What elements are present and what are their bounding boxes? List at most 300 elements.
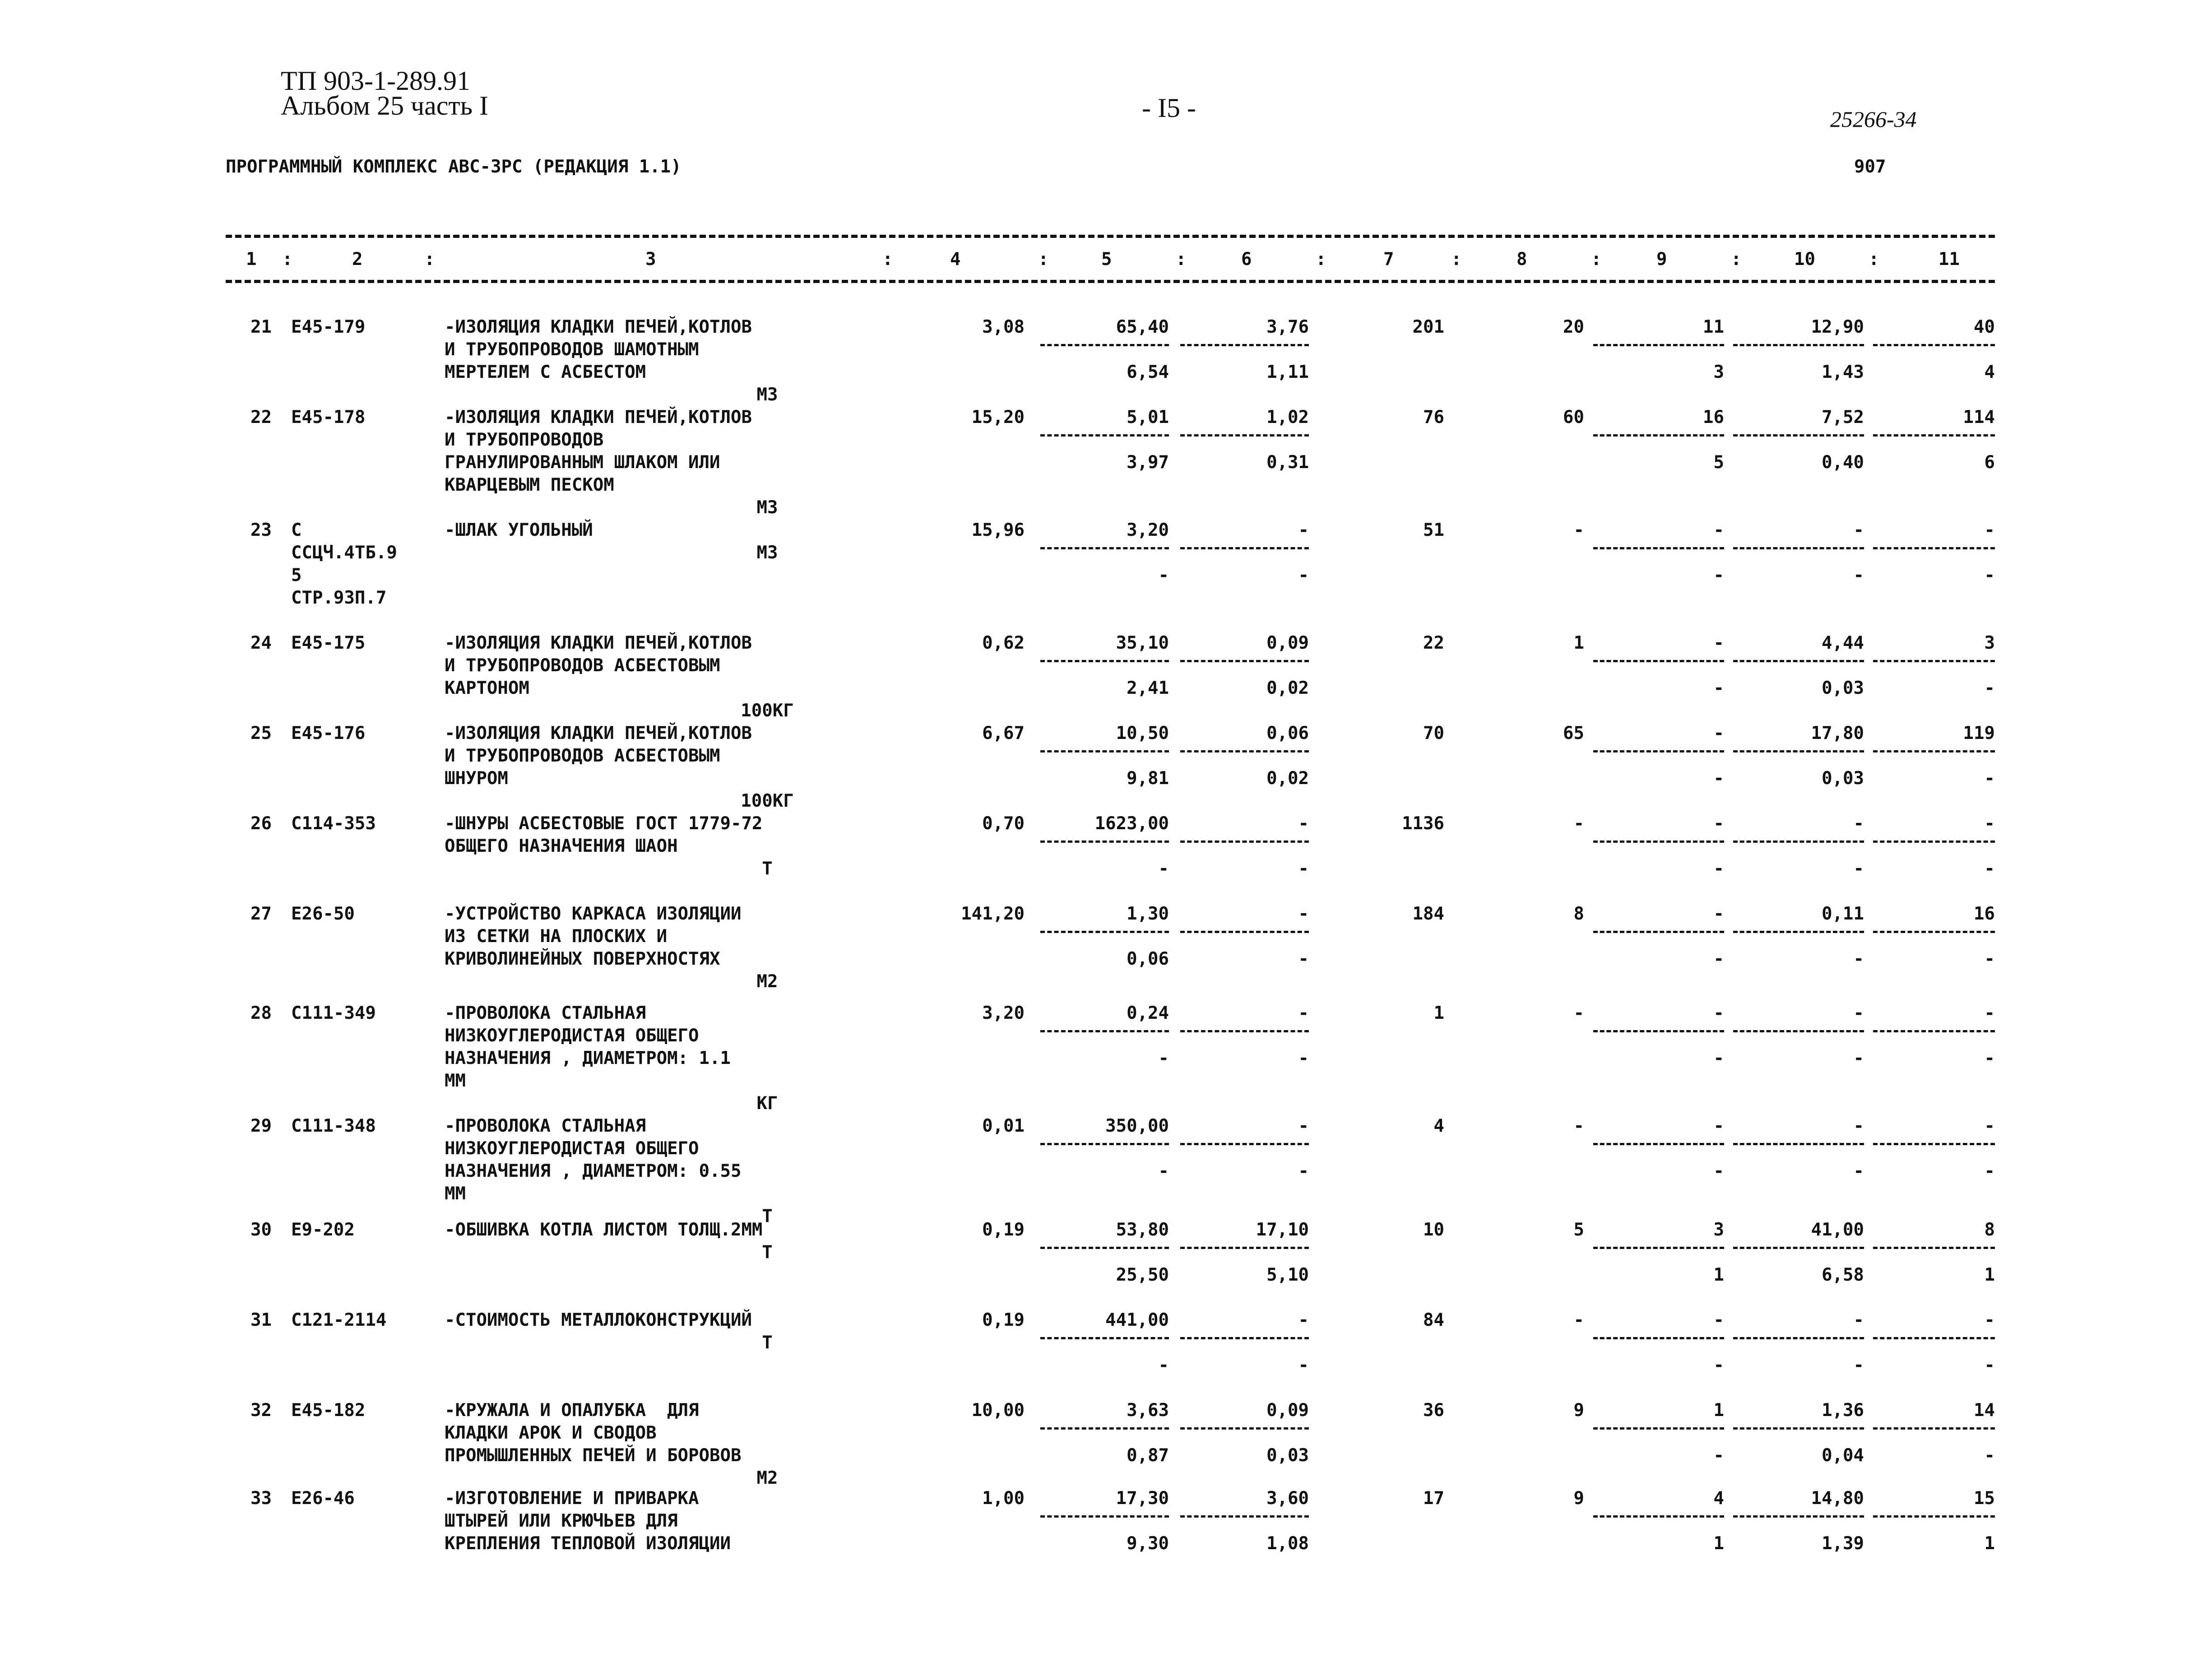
cell-c5b: 25,50 — [1116, 1265, 1169, 1285]
cell-c9b: - — [1713, 1161, 1724, 1181]
cell-c10b: 0,03 — [1822, 678, 1864, 698]
cell-c11: 3 — [1984, 633, 1995, 653]
cell-c9b: - — [1713, 1048, 1724, 1068]
fraction-divider — [1040, 750, 1169, 752]
cell-c5: 441,00 — [1105, 1310, 1169, 1330]
cell-c9: 1 — [1713, 1400, 1724, 1421]
column-header-5: 5 — [1101, 249, 1112, 269]
cell-c7: 17 — [1423, 1488, 1444, 1509]
cell-c10: - — [1853, 1310, 1864, 1330]
cell-c11b: - — [1984, 1161, 1995, 1181]
work-description: -КРУЖАЛА И ОПАЛУБКА ДЛЯ — [445, 1400, 699, 1421]
cell-c5b: 6,54 — [1127, 362, 1169, 382]
cell-c10b: - — [1853, 859, 1864, 879]
fraction-divider — [1180, 840, 1309, 843]
column-header-8: 8 — [1516, 249, 1527, 269]
cell-c6: - — [1298, 904, 1309, 924]
work-description: -ПРОВОЛОКА СТАЛЬНАЯ — [445, 1116, 646, 1136]
column-separator: : — [1869, 249, 1879, 269]
cell-c11: - — [1984, 813, 1995, 834]
cell-c5b: 9,81 — [1127, 768, 1169, 789]
cell-c11: - — [1984, 520, 1995, 540]
cell-c6b: - — [1298, 949, 1309, 969]
column-header-11: 11 — [1938, 249, 1960, 269]
cell-c6: - — [1298, 1310, 1309, 1330]
unit-of-measure: КГ — [756, 1093, 778, 1114]
cell-c11: 15 — [1974, 1488, 1995, 1509]
column-separator: : — [1038, 249, 1049, 269]
column-separator: : — [1316, 249, 1326, 269]
rate-code: Е26-50 — [291, 904, 355, 924]
cell-c10b: - — [1853, 1161, 1864, 1181]
fraction-divider — [1593, 750, 1724, 752]
cell-c11b: - — [1984, 859, 1995, 879]
cell-c11: 114 — [1963, 407, 1995, 427]
page-number: - I5 - — [1142, 93, 1196, 123]
cell-c9b: - — [1713, 1355, 1724, 1375]
cell-c6: 0,09 — [1266, 1400, 1309, 1421]
fraction-divider — [1873, 547, 1995, 549]
fraction-divider — [1180, 1427, 1309, 1430]
cell-c7: 10 — [1423, 1220, 1444, 1240]
cell-c8: 8 — [1573, 904, 1584, 924]
cell-c4: 15,20 — [971, 407, 1025, 427]
fraction-divider — [1873, 344, 1995, 346]
rate-code: С111-349 — [291, 1003, 376, 1023]
cell-c5b: 2,41 — [1127, 678, 1169, 698]
cell-c7: 76 — [1423, 407, 1444, 427]
cell-c8: - — [1573, 1116, 1584, 1136]
table-top-rule — [226, 235, 1995, 238]
cell-c10b: - — [1853, 1048, 1864, 1068]
cell-c4: 141,20 — [961, 904, 1025, 924]
cell-c6b: 0,02 — [1266, 768, 1309, 789]
cell-c9: 11 — [1703, 317, 1724, 337]
fraction-divider — [1593, 660, 1724, 662]
cell-c4: 3,20 — [982, 1003, 1025, 1023]
column-header-7: 7 — [1383, 249, 1394, 269]
cell-c11: 119 — [1963, 723, 1995, 743]
fraction-divider — [1180, 1337, 1309, 1339]
fraction-divider — [1180, 1247, 1309, 1249]
rate-code: Е45-182 — [291, 1400, 366, 1421]
column-separator: : — [1451, 249, 1462, 269]
row-number: 27 — [250, 904, 272, 924]
fraction-divider — [1040, 1030, 1169, 1032]
column-separator: : — [424, 249, 435, 269]
cell-c5b: - — [1158, 1048, 1169, 1068]
fraction-divider — [1733, 660, 1864, 662]
cell-c8: 60 — [1563, 407, 1584, 427]
cell-c5: 1623,00 — [1094, 813, 1169, 834]
cell-c7: 36 — [1423, 1400, 1444, 1421]
cell-c5b: 0,06 — [1127, 949, 1169, 969]
column-header-6: 6 — [1241, 249, 1252, 269]
work-description: КРИВОЛИНЕЙНЫХ ПОВЕРХНОСТЯХ — [445, 949, 720, 969]
work-description: ММ — [445, 1071, 466, 1091]
program-title: ПРОГРАММНЫЙ КОМПЛЕКС АВС-ЗРС (РЕДАКЦИЯ 1.1) — [226, 157, 682, 177]
cell-c6b: 0,31 — [1266, 452, 1309, 473]
cell-c6b: 1,08 — [1266, 1533, 1309, 1554]
rate-code: Е45-176 — [291, 723, 366, 743]
cell-c7: 84 — [1423, 1310, 1444, 1330]
cell-c11b: - — [1984, 1048, 1995, 1068]
cell-c10: 41,00 — [1811, 1220, 1864, 1240]
work-description: ММ — [445, 1184, 466, 1204]
row-number: 31 — [250, 1310, 272, 1330]
unit-of-measure: Т — [762, 1333, 773, 1353]
cell-c7: 22 — [1423, 633, 1444, 653]
fraction-divider — [1593, 344, 1724, 346]
cell-c11: - — [1984, 1310, 1995, 1330]
table-header-rule — [226, 280, 1995, 283]
work-description: КРЕПЛЕНИЯ ТЕПЛОВОЙ ИЗОЛЯЦИИ — [445, 1533, 731, 1554]
cell-c5: 53,80 — [1116, 1220, 1169, 1240]
fraction-divider — [1733, 434, 1864, 436]
cell-c5: 0,24 — [1127, 1003, 1169, 1023]
cell-c11: 40 — [1974, 317, 1995, 337]
fraction-divider — [1040, 1515, 1169, 1518]
cell-c9: - — [1713, 813, 1724, 834]
fraction-divider — [1593, 1515, 1724, 1518]
cell-c4: 15,96 — [971, 520, 1025, 540]
fraction-divider — [1873, 1427, 1995, 1430]
fraction-divider — [1733, 931, 1864, 933]
cell-c10: - — [1853, 813, 1864, 834]
rate-code: Е45-175 — [291, 633, 366, 653]
cell-c5b: - — [1158, 565, 1169, 585]
cell-c10: 0,11 — [1822, 904, 1864, 924]
cell-c7: 201 — [1412, 317, 1444, 337]
cell-c8: - — [1573, 1003, 1584, 1023]
cell-c11: 8 — [1984, 1220, 1995, 1240]
cell-c11b: 1 — [1984, 1265, 1995, 1285]
cell-c6b: 0,02 — [1266, 678, 1309, 698]
cell-c10: - — [1853, 1116, 1864, 1136]
fraction-divider — [1040, 547, 1169, 549]
rate-code: С121-2114 — [291, 1310, 387, 1330]
cell-c11: 14 — [1974, 1400, 1995, 1421]
work-description: КВАРЦЕВЫМ ПЕСКОМ — [445, 475, 614, 495]
cell-c6b: 1,11 — [1266, 362, 1309, 382]
cell-c6: - — [1298, 1116, 1309, 1136]
fraction-divider — [1040, 344, 1169, 346]
row-number: 23 — [250, 520, 272, 540]
work-description: НИЗКОУГЛЕРОДИСТАЯ ОБЩЕГО — [445, 1026, 699, 1046]
cell-c6: 0,09 — [1266, 633, 1309, 653]
fraction-divider — [1593, 1247, 1724, 1249]
cell-c9: - — [1713, 723, 1724, 743]
fraction-divider — [1040, 840, 1169, 843]
rate-code: Е45-178 — [291, 407, 366, 427]
rate-code: 5 — [291, 565, 302, 585]
row-number: 29 — [250, 1116, 272, 1136]
cell-c10: 7,52 — [1822, 407, 1864, 427]
cell-c9: - — [1713, 904, 1724, 924]
cell-c11b: 6 — [1984, 452, 1995, 473]
fraction-divider — [1593, 931, 1724, 933]
work-description: -ШНУРЫ АСБЕСТОВЫЕ ГОСТ 1779-72 — [445, 813, 763, 834]
cell-c5: 3,20 — [1127, 520, 1169, 540]
cell-c6b: - — [1298, 1048, 1309, 1068]
cell-c5: 65,40 — [1116, 317, 1169, 337]
work-description: -ИЗОЛЯЦИЯ КЛАДКИ ПЕЧЕЙ,КОТЛОВ — [445, 723, 752, 743]
fraction-divider — [1733, 1030, 1864, 1032]
cell-c9: - — [1713, 633, 1724, 653]
rate-code: ССЦЧ.4ТБ.9 — [291, 543, 397, 563]
work-description: ИЗ СЕТКИ НА ПЛОСКИХ И — [445, 926, 668, 947]
rate-code: Е9-202 — [291, 1220, 355, 1240]
unit-of-measure: 100КГ — [741, 701, 794, 721]
stamp-number: 25266-34 — [1830, 107, 1917, 132]
cell-c4: 10,00 — [971, 1400, 1025, 1421]
work-description: -ШЛАК УГОЛЬНЫЙ — [445, 520, 593, 540]
cell-c5b: - — [1158, 859, 1169, 879]
cell-c8: - — [1573, 813, 1584, 834]
unit-of-measure: Т — [762, 859, 773, 879]
cell-c4: 3,08 — [982, 317, 1025, 337]
cell-c6b: - — [1298, 1355, 1309, 1375]
fraction-divider — [1593, 1337, 1724, 1339]
work-description: -УСТРОЙСТВО КАРКАСА ИЗОЛЯЦИИ — [445, 904, 742, 924]
cell-c11b: - — [1984, 949, 1995, 969]
cell-c9b: 3 — [1713, 362, 1724, 382]
cell-c6: - — [1298, 1003, 1309, 1023]
cell-c7: 51 — [1423, 520, 1444, 540]
cell-c10: 17,80 — [1811, 723, 1864, 743]
work-description: И ТРУБОПРОВОДОВ АСБЕСТОВЫМ — [445, 746, 720, 766]
work-description: КАРТОНОМ — [445, 678, 529, 698]
cell-c8: - — [1573, 1310, 1584, 1330]
column-separator: : — [1176, 249, 1187, 269]
cell-c9b: - — [1713, 678, 1724, 698]
fraction-divider — [1733, 547, 1864, 549]
fraction-divider — [1180, 547, 1309, 549]
unit-of-measure: Т — [762, 1206, 773, 1226]
column-header-1: 1 — [246, 249, 257, 269]
fraction-divider — [1040, 1337, 1169, 1339]
cell-c10b: 1,43 — [1822, 362, 1864, 382]
work-description: НАЗНАЧЕНИЯ , ДИАМЕТРОМ: 1.1 — [445, 1048, 731, 1068]
unit-of-measure: М3 — [756, 385, 778, 405]
column-separator: : — [1591, 249, 1602, 269]
work-description: -ИЗГОТОВЛЕНИЕ И ПРИВАРКА — [445, 1488, 699, 1509]
cell-c9b: 1 — [1713, 1265, 1724, 1285]
cell-c5b: - — [1158, 1161, 1169, 1181]
fraction-divider — [1040, 931, 1169, 933]
row-number: 22 — [250, 407, 272, 427]
cell-c11: 16 — [1974, 904, 1995, 924]
fraction-divider — [1733, 1515, 1864, 1518]
cell-c5: 5,01 — [1127, 407, 1169, 427]
work-description: -ИЗОЛЯЦИЯ КЛАДКИ ПЕЧЕЙ,КОТЛОВ — [445, 407, 752, 427]
column-header-2: 2 — [352, 249, 363, 269]
fraction-divider — [1593, 840, 1724, 843]
cell-c5: 17,30 — [1116, 1488, 1169, 1509]
column-separator: : — [282, 249, 293, 269]
cell-c6b: 5,10 — [1266, 1265, 1309, 1285]
fraction-divider — [1873, 1247, 1995, 1249]
cell-c9b: - — [1713, 565, 1724, 585]
work-description: КЛАДКИ АРОК И СВОДОВ — [445, 1423, 657, 1443]
fraction-divider — [1040, 1427, 1169, 1430]
cell-c11b: - — [1984, 1445, 1995, 1466]
cell-c9b: 5 — [1713, 452, 1724, 473]
cell-c10: 12,90 — [1811, 317, 1864, 337]
cell-c6: 1,02 — [1266, 407, 1309, 427]
fraction-divider — [1873, 660, 1995, 662]
fraction-divider — [1180, 931, 1309, 933]
cell-c11b: 4 — [1984, 362, 1995, 382]
row-number: 21 — [250, 317, 272, 337]
cell-c4: 0,19 — [982, 1310, 1025, 1330]
cell-c6: 3,60 — [1266, 1488, 1309, 1509]
cell-c10: - — [1853, 1003, 1864, 1023]
cell-c6: - — [1298, 813, 1309, 834]
fraction-divider — [1180, 344, 1309, 346]
cell-c10: - — [1853, 520, 1864, 540]
column-separator: : — [882, 249, 893, 269]
album-label: Альбом 25 часть I — [281, 91, 488, 121]
cell-c6: 0,06 — [1266, 723, 1309, 743]
cell-c9: 4 — [1713, 1488, 1724, 1509]
cell-c7: 4 — [1433, 1116, 1444, 1136]
cell-c6b: - — [1298, 859, 1309, 879]
cell-c9b: - — [1713, 768, 1724, 789]
cell-c6: - — [1298, 520, 1309, 540]
cell-c10b: 0,03 — [1822, 768, 1864, 789]
work-description: -ИЗОЛЯЦИЯ КЛАДКИ ПЕЧЕЙ,КОТЛОВ — [445, 317, 752, 337]
cell-c6b: - — [1298, 565, 1309, 585]
fraction-divider — [1873, 1337, 1995, 1339]
cell-c8: 65 — [1563, 723, 1584, 743]
fraction-divider — [1873, 1030, 1995, 1032]
row-number: 33 — [250, 1488, 272, 1509]
cell-c10b: 0,04 — [1822, 1445, 1864, 1466]
cell-c10b: 1,39 — [1822, 1533, 1864, 1554]
cell-c4: 0,19 — [982, 1220, 1025, 1240]
fraction-divider — [1593, 434, 1724, 436]
cell-c5: 35,10 — [1116, 633, 1169, 653]
cell-c5b: 9,30 — [1127, 1533, 1169, 1554]
cell-c8: 9 — [1573, 1400, 1584, 1421]
document-code: ТП 903-1-289.91 — [281, 66, 470, 96]
work-description: ПРОМЫШЛЕННЫХ ПЕЧЕЙ И БОРОВОВ — [445, 1445, 742, 1466]
cell-c4: 0,62 — [982, 633, 1025, 653]
cell-c11: - — [1984, 1003, 1995, 1023]
fraction-divider — [1873, 931, 1995, 933]
fraction-divider — [1873, 840, 1995, 843]
column-header-3: 3 — [645, 249, 656, 269]
work-description: И ТРУБОПРОВОДОВ — [445, 430, 604, 450]
fraction-divider — [1733, 1337, 1864, 1339]
row-number: 28 — [250, 1003, 272, 1023]
fraction-divider — [1180, 1030, 1309, 1032]
column-separator: : — [1731, 249, 1742, 269]
unit-of-measure: 100КГ — [741, 791, 794, 811]
rate-code: С111-348 — [291, 1116, 376, 1136]
work-description: НАЗНАЧЕНИЯ , ДИАМЕТРОМ: 0.55 — [445, 1161, 742, 1181]
fraction-divider — [1733, 840, 1864, 843]
cell-c8: 9 — [1573, 1488, 1584, 1509]
work-description: ШНУРОМ — [445, 768, 508, 789]
cell-c5: 3,63 — [1127, 1400, 1169, 1421]
program-code: 907 — [1854, 157, 1886, 177]
cell-c10: 1,36 — [1822, 1400, 1864, 1421]
fraction-divider — [1873, 434, 1995, 436]
work-description: МЕРТЕЛЕМ С АСБЕСТОМ — [445, 362, 646, 382]
cell-c6: 17,10 — [1256, 1220, 1309, 1240]
unit-of-measure: М3 — [756, 543, 778, 563]
rate-code: Е26-46 — [291, 1488, 355, 1509]
fraction-divider — [1873, 750, 1995, 752]
cell-c7: 70 — [1423, 723, 1444, 743]
cell-c10: 14,80 — [1811, 1488, 1864, 1509]
column-header-9: 9 — [1656, 249, 1667, 269]
row-number: 24 — [250, 633, 272, 653]
cell-c6b: - — [1298, 1161, 1309, 1181]
unit-of-measure: Т — [762, 1242, 773, 1263]
fraction-divider — [1180, 660, 1309, 662]
fraction-divider — [1873, 1515, 1995, 1518]
cell-c9: - — [1713, 1116, 1724, 1136]
cell-c5: 1,30 — [1127, 904, 1169, 924]
cell-c8: - — [1573, 520, 1584, 540]
fraction-divider — [1180, 434, 1309, 436]
cell-c5: 10,50 — [1116, 723, 1169, 743]
cell-c9: 16 — [1703, 407, 1724, 427]
cell-c10: 4,44 — [1822, 633, 1864, 653]
cell-c11b: 1 — [1984, 1533, 1995, 1554]
cell-c5b: 3,97 — [1127, 452, 1169, 473]
cell-c11b: - — [1984, 1355, 1995, 1375]
cell-c11b: - — [1984, 768, 1995, 789]
cell-c11b: - — [1984, 678, 1995, 698]
rate-code: Е45-179 — [291, 317, 366, 337]
cell-c9b: - — [1713, 859, 1724, 879]
work-description: ШТЫРЕЙ ИЛИ КРЮЧЬЕВ ДЛЯ — [445, 1511, 678, 1531]
rate-code: С114-353 — [291, 813, 376, 834]
work-description: И ТРУБОПРОВОДОВ ШАМОТНЫМ — [445, 339, 699, 360]
cell-c10b: - — [1853, 1355, 1864, 1375]
cell-c8: 20 — [1563, 317, 1584, 337]
work-description: ОБЩЕГО НАЗНАЧЕНИЯ ШАОН — [445, 836, 678, 856]
work-description: НИЗКОУГЛЕРОДИСТАЯ ОБЩЕГО — [445, 1138, 699, 1159]
cell-c5: 350,00 — [1105, 1116, 1169, 1136]
fraction-divider — [1040, 1247, 1169, 1249]
cell-c11: - — [1984, 1116, 1995, 1136]
work-description: -ОБШИВКА КОТЛА ЛИСТОМ ТОЛЩ.2ММ — [445, 1220, 763, 1240]
fraction-divider — [1593, 1030, 1724, 1032]
cell-c5b: 0,87 — [1127, 1445, 1169, 1466]
fraction-divider — [1593, 547, 1724, 549]
cell-c9: - — [1713, 1003, 1724, 1023]
unit-of-measure: М2 — [756, 971, 778, 992]
cell-c10b: - — [1853, 949, 1864, 969]
fraction-divider — [1180, 1515, 1309, 1518]
row-number: 32 — [250, 1400, 272, 1421]
cell-c4: 0,01 — [982, 1116, 1025, 1136]
rate-code: СТР.93П.7 — [291, 588, 387, 608]
work-description: И ТРУБОПРОВОДОВ АСБЕСТОВЫМ — [445, 655, 720, 676]
cell-c9b: 1 — [1713, 1533, 1724, 1554]
unit-of-measure: М2 — [756, 1468, 778, 1488]
work-description: -СТОИМОСТЬ МЕТАЛЛОКОНСТРУКЦИЙ — [445, 1310, 752, 1330]
fraction-divider — [1040, 660, 1169, 662]
cell-c10b: 6,58 — [1822, 1265, 1864, 1285]
fraction-divider — [1733, 1143, 1864, 1145]
row-number: 30 — [250, 1220, 272, 1240]
